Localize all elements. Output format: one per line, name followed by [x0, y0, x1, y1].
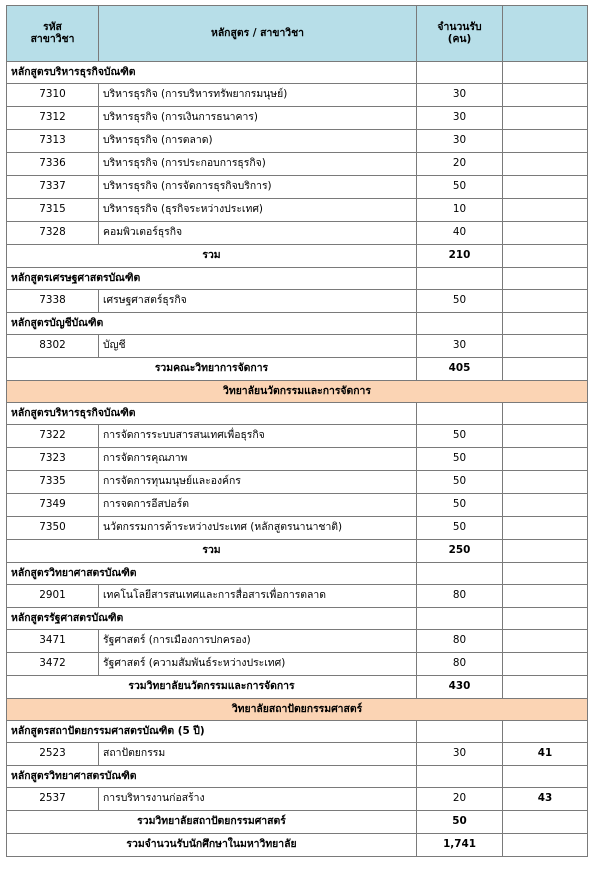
quota-value: 30: [417, 107, 503, 130]
college-header-row: [7, 699, 588, 721]
major-code: 7336: [7, 153, 99, 176]
major-name: เศรษฐศาสตร์ธุรกิจ: [99, 290, 417, 313]
major-name: บริหารธุรกิจ (การประกอบการธุรกิจ): [99, 153, 417, 176]
table-row: [7, 471, 588, 494]
subtotal-row: [7, 358, 588, 381]
extra-value: [503, 630, 588, 653]
quota-value: 30: [417, 743, 503, 766]
empty-cell: [503, 245, 588, 268]
program-title: หลักสูตรเศรษฐศาสตรบัณฑิต: [7, 268, 417, 290]
major-name: บริหารธุรกิจ (การบริหารทรัพยากรมนุษย์): [99, 84, 417, 107]
major-name: บริหารธุรกิจ (ธุรกิจระหว่างประเทศ): [99, 199, 417, 222]
major-name: การบริหารงานก่อสร้าง: [99, 788, 417, 811]
major-name: การจัดการระบบสารสนเทศเพื่อธุรกิจ: [99, 425, 417, 448]
program-header-row: [7, 62, 588, 84]
extra-value: [503, 153, 588, 176]
extra-value: [503, 176, 588, 199]
subtotal-value: 210: [417, 245, 503, 268]
major-code: 7328: [7, 222, 99, 245]
quota-value: 50: [417, 425, 503, 448]
major-code: 7313: [7, 130, 99, 153]
program-title: หลักสูตรรัฐศาสตรบัณฑิต: [7, 608, 417, 630]
empty-cell: [417, 721, 503, 743]
major-name: การจดการอีสปอร์ต: [99, 494, 417, 517]
program-title: หลักสูตรบัญชีบัณฑิต: [7, 313, 417, 335]
college-header-row: [7, 381, 588, 403]
subtotal-label: รวม: [7, 540, 417, 563]
quota-value: 40: [417, 222, 503, 245]
program-header-row: [7, 721, 588, 743]
quota-value: 50: [417, 290, 503, 313]
extra-value: [503, 107, 588, 130]
extra-value: [503, 130, 588, 153]
empty-cell: [503, 721, 588, 743]
major-name: การจัดการคุณภาพ: [99, 448, 417, 471]
empty-cell: [417, 563, 503, 585]
major-code: 2537: [7, 788, 99, 811]
empty-cell: [417, 608, 503, 630]
major-name: บริหารธุรกิจ (การจัดการธุรกิจบริการ): [99, 176, 417, 199]
extra-value: [503, 653, 588, 676]
subtotal-label: รวมคณะวิทยาการจัดการ: [7, 358, 417, 381]
extra-value: [503, 471, 588, 494]
college-title: วิทยาลัยนวัตกรรมและการจัดการ: [7, 381, 588, 403]
table-row: [7, 290, 588, 313]
subtotal-row: [7, 834, 588, 857]
major-code: 8302: [7, 335, 99, 358]
program-header-row: [7, 268, 588, 290]
major-name: รัฐศาสตร์ (การเมืองการปกครอง): [99, 630, 417, 653]
major-name: สถาปัตยกรรม: [99, 743, 417, 766]
extra-value: [503, 222, 588, 245]
major-code: 3471: [7, 630, 99, 653]
subtotal-value: 50: [417, 811, 503, 834]
major-code: 7335: [7, 471, 99, 494]
empty-cell: [503, 358, 588, 381]
program-header-row: [7, 403, 588, 425]
subtotal-row: [7, 811, 588, 834]
extra-value: 43: [503, 788, 588, 811]
quota-value: 50: [417, 471, 503, 494]
subtotal-value: 1,741: [417, 834, 503, 857]
extra-value: [503, 494, 588, 517]
major-name: รัฐศาสตร์ (ความสัมพันธ์ระหว่างประเทศ): [99, 653, 417, 676]
quota-value: 50: [417, 448, 503, 471]
quota-value: 50: [417, 176, 503, 199]
table-row: [7, 222, 588, 245]
subtotal-row: [7, 245, 588, 268]
program-header-row: [7, 608, 588, 630]
program-title: หลักสูตรบริหารธุรกิจบัณฑิต: [7, 403, 417, 425]
subtotal-value: 250: [417, 540, 503, 563]
quota-value: 10: [417, 199, 503, 222]
empty-cell: [503, 563, 588, 585]
major-code: 7322: [7, 425, 99, 448]
table-row: [7, 84, 588, 107]
table-row: [7, 335, 588, 358]
extra-value: [503, 448, 588, 471]
quota-value: 50: [417, 494, 503, 517]
table-header-row: [7, 6, 588, 62]
table-row: [7, 199, 588, 222]
empty-cell: [503, 403, 588, 425]
empty-cell: [503, 834, 588, 857]
extra-value: [503, 199, 588, 222]
header-program: หลักสูตร / สาขาวิชา: [99, 6, 417, 62]
empty-cell: [503, 766, 588, 788]
subtotal-value: 405: [417, 358, 503, 381]
major-name: เทคโนโลยีสารสนเทศและการสื่อสารเพื่อการตลาด: [99, 585, 417, 608]
empty-cell: [417, 268, 503, 290]
table-row: [7, 653, 588, 676]
extra-value: [503, 84, 588, 107]
table-row: [7, 630, 588, 653]
program-header-row: [7, 313, 588, 335]
major-name: นวัตกรรมการค้าระหว่างประเทศ (หลักสูตรนานาชาติ): [99, 517, 417, 540]
subtotal-value: 430: [417, 676, 503, 699]
major-code: 7337: [7, 176, 99, 199]
program-title: หลักสูตรสถาปัตยกรรมศาสตรบัณฑิต (5 ปี): [7, 721, 417, 743]
major-code: 7315: [7, 199, 99, 222]
table-row: [7, 585, 588, 608]
subtotal-label: รวม: [7, 245, 417, 268]
program-title: หลักสูตรบริหารธุรกิจบัณฑิต: [7, 62, 417, 84]
quota-value: 30: [417, 130, 503, 153]
empty-cell: [503, 268, 588, 290]
program-header-row: [7, 563, 588, 585]
subtotal-row: [7, 540, 588, 563]
major-code: 7310: [7, 84, 99, 107]
extra-value: [503, 335, 588, 358]
quota-value: 80: [417, 630, 503, 653]
table-row: [7, 517, 588, 540]
table-row: [7, 788, 588, 811]
empty-cell: [503, 811, 588, 834]
college-title: วิทยาลัยสถาปัตยกรรมศาสตร์: [7, 699, 588, 721]
empty-cell: [503, 540, 588, 563]
program-title: หลักสูตรวิทยาศาสตรบัณฑิต: [7, 766, 417, 788]
major-code: 7323: [7, 448, 99, 471]
quota-value: 30: [417, 84, 503, 107]
major-code: 7350: [7, 517, 99, 540]
subtotal-label: รวมจำนวนรับนักศึกษาในมหาวิทยาลัย: [7, 834, 417, 857]
major-code: 2523: [7, 743, 99, 766]
empty-cell: [503, 62, 588, 84]
quota-value: 30: [417, 335, 503, 358]
empty-cell: [417, 403, 503, 425]
program-header-row: [7, 766, 588, 788]
empty-cell: [503, 608, 588, 630]
subtotal-row: [7, 676, 588, 699]
empty-cell: [417, 766, 503, 788]
major-code: 2901: [7, 585, 99, 608]
empty-cell: [503, 313, 588, 335]
table-row: [7, 743, 588, 766]
empty-cell: [417, 313, 503, 335]
header-code: รหัส สาขาวิชา: [7, 6, 99, 62]
quota-value: 50: [417, 517, 503, 540]
major-name: บริหารธุรกิจ (การเงินการธนาคาร): [99, 107, 417, 130]
major-name: คอมพิวเตอร์ธุรกิจ: [99, 222, 417, 245]
table-row: [7, 494, 588, 517]
empty-cell: [503, 676, 588, 699]
table-row: [7, 425, 588, 448]
extra-value: [503, 290, 588, 313]
quota-value: 80: [417, 585, 503, 608]
table-row: [7, 107, 588, 130]
table-row: [7, 153, 588, 176]
table-row: [7, 448, 588, 471]
table-row: [7, 176, 588, 199]
major-code: 7338: [7, 290, 99, 313]
major-name: การจัดการทุนมนุษย์และองค์กร: [99, 471, 417, 494]
major-code: 7312: [7, 107, 99, 130]
extra-value: [503, 585, 588, 608]
header-extra: [503, 6, 588, 62]
extra-value: 41: [503, 743, 588, 766]
major-name: บัญชี: [99, 335, 417, 358]
table-body: [7, 6, 588, 857]
table-row: [7, 130, 588, 153]
empty-cell: [417, 62, 503, 84]
admission-quota-table: [6, 5, 588, 857]
quota-value: 80: [417, 653, 503, 676]
subtotal-label: รวมวิทยาลัยสถาปัตยกรรมศาสตร์: [7, 811, 417, 834]
quota-value: 20: [417, 153, 503, 176]
quota-value: 20: [417, 788, 503, 811]
header-quota: จำนวนรับ (คน): [417, 6, 503, 62]
extra-value: [503, 517, 588, 540]
extra-value: [503, 425, 588, 448]
major-code: 3472: [7, 653, 99, 676]
major-name: บริหารธุรกิจ (การตลาด): [99, 130, 417, 153]
subtotal-label: รวมวิทยาลัยนวัตกรรมและการจัดการ: [7, 676, 417, 699]
program-title: หลักสูตรวิทยาศาสตรบัณฑิต: [7, 563, 417, 585]
major-code: 7349: [7, 494, 99, 517]
